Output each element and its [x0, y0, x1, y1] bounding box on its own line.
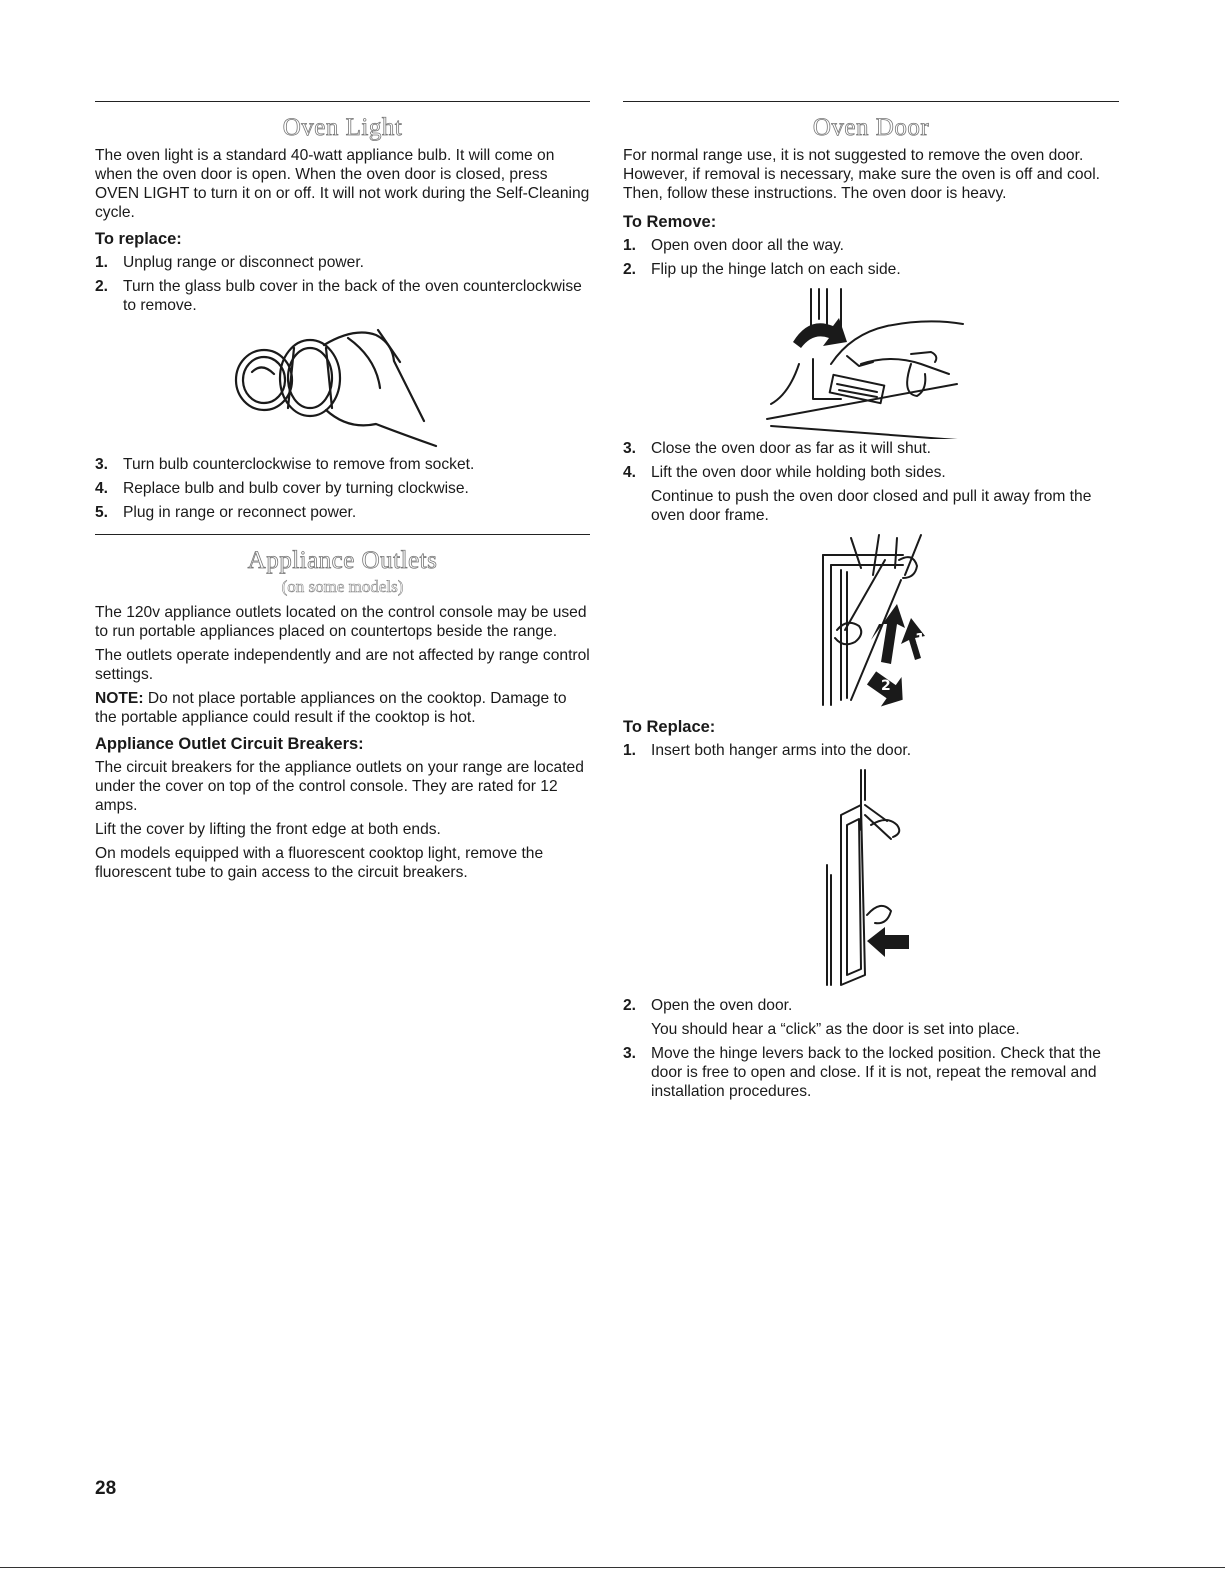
section-rule: [623, 101, 1119, 102]
hanger-arms-illustration: [811, 765, 931, 990]
oven-light-intro: The oven light is a standard 40-watt appliance bulb. It will come on when the oven door is open. When the oven door is closed, press OVEN LIGHT to turn it on or off. It will not work during the Self-Cleaning cycle.: [95, 147, 590, 221]
oven-light-steps-cont: [95, 455, 590, 522]
oven-light-title: Oven Light: [282, 114, 403, 141]
remove-steps: [623, 236, 1119, 279]
list-item: 2. Flip up the hinge latch on each side.: [623, 261, 901, 278]
list-item: 4. Lift the oven door while holding both sides.: [623, 464, 946, 481]
section-rule: [95, 101, 590, 102]
list-item: 1. Open oven door all the way.: [623, 237, 845, 254]
outlets-paragraph-4: Lift the cover by lifting the front edge at both ends.: [95, 821, 441, 838]
outlets-paragraph-2: The outlets operate independently and are not affected by range control settings.: [95, 647, 590, 683]
left-column: [95, 101, 590, 887]
replace-steps-final: [623, 1044, 1119, 1101]
list-item: 2. Turn the glass bulb cover in the back of the oven counterclockwise to remove.: [95, 278, 582, 314]
replace-steps: [623, 741, 1119, 760]
oven-door-title: Oven Door: [812, 114, 930, 141]
list-item: 1. Insert both hanger arms into the door.: [623, 742, 912, 759]
remove-steps-cont: [623, 439, 1119, 482]
page-number: 28: [95, 1478, 117, 1499]
replace-steps-cont: [623, 996, 1119, 1015]
outlets-note: NOTE: Do not place portable appliances on the cooktop. Damage to the portable appliance could result if the cooktop is hot.: [95, 690, 567, 726]
bulb-cover-illustration: [228, 320, 458, 455]
remove-continue-note: Continue to push the oven door closed and pull it away from the oven door frame.: [651, 488, 1092, 524]
to-remove-heading: To Remove:: [623, 213, 717, 231]
appliance-outlets-title: Appliance Outlets: [247, 547, 438, 574]
list-item: 4. Replace bulb and bulb cover by turning clockwise.: [95, 480, 469, 497]
to-replace-heading: To replace:: [95, 230, 182, 248]
circuit-breakers-heading: Appliance Outlet Circuit Breakers:: [95, 735, 364, 753]
outlets-paragraph-3: The circuit breakers for the appliance outlets on your range are located under the cover on top of the control console. They are rated for 12 amps.: [95, 759, 584, 814]
to-replace-door-heading: To Replace:: [623, 718, 716, 736]
list-item: 3. Move the hinge levers back to the locked position. Check that the door is free to open and close. If it is not, repeat the removal and installation procedures.: [623, 1045, 1101, 1100]
bottom-rule: [0, 1567, 1225, 1568]
list-item: 3. Close the oven door as far as it will shut.: [623, 440, 931, 457]
list-item: 3. Turn bulb counterclockwise to remove from socket.: [95, 456, 475, 473]
appliance-outlets-subtitle: (on some models): [281, 577, 404, 596]
hinge-latch-illustration: [751, 284, 991, 439]
oven-light-steps: [95, 253, 590, 315]
list-item: 2. Open the oven door.: [623, 997, 793, 1014]
list-item: 5. Plug in range or reconnect power.: [95, 504, 357, 521]
list-item: 1. Unplug range or disconnect power.: [95, 254, 364, 271]
callout-2: 2: [881, 678, 891, 694]
oven-door-intro: For normal range use, it is not suggested to remove the oven door. However, if removal is necessary, make sure the oven is off and cool. Then, follow these instructions. The oven door is heavy.: [623, 147, 1100, 202]
outlets-paragraph-1: The 120v appliance outlets located on the control console may be used to run portable appliances placed on countertops beside the range.: [95, 604, 587, 640]
right-column: [623, 101, 1119, 1106]
outlets-paragraph-5: On models equipped with a fluorescent cooktop light, remove the fluorescent tube to gain access to the circuit breakers.: [95, 845, 544, 881]
section-rule: [95, 534, 590, 535]
click-note: You should hear a “click” as the door is set into place.: [651, 1021, 1020, 1038]
callout-1: 1: [915, 630, 926, 648]
lift-door-illustration: [801, 530, 941, 710]
